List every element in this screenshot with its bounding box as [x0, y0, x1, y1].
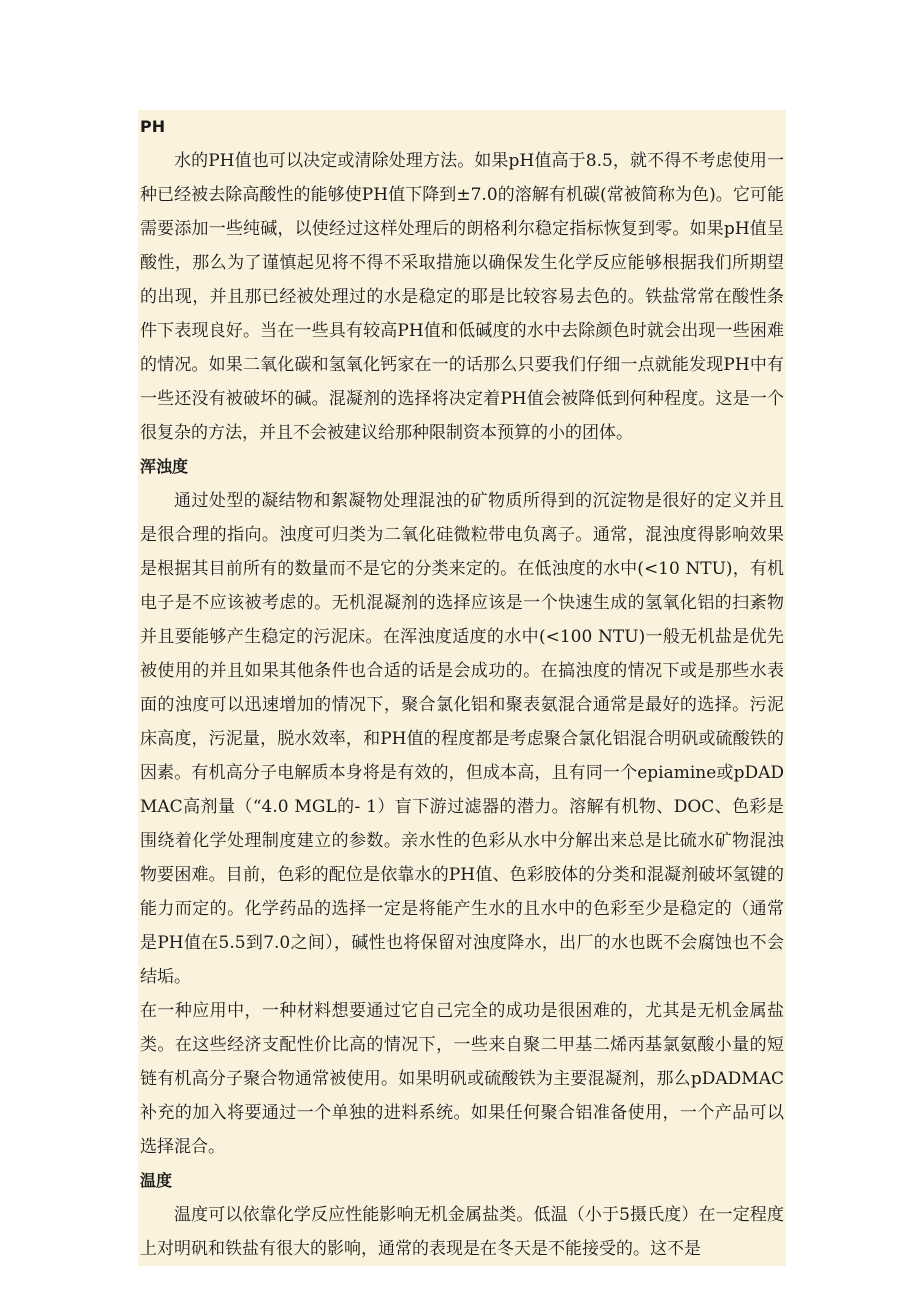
section-heading-temperature: 温度 — [138, 1164, 786, 1198]
paragraph-turbidity-1: 通过处型的凝结物和絮凝物处理混浊的矿物质所得到的沉淀物是很好的定义并且是很合理的指向。浊度可归类为二氧化硅微粒带电负离子。通常，混浊度得影响效果是根据其目前所有的数量而不是它的分类来定的。在低浊度的水中(<10 NTU)，有机电子是不应该被考虑的。无机混凝剂的选择应该是一个快速生成的氢氧化铝的扫紊物并且要能够产生稳定的污泥床。在浑浊度适度的水中(<100 NTU)一般无机盐是优先被使用的并且如果其他条件也合适的话是会成功的。在搞浊度的情况下或是那些水表面的浊度可以迅速增加的情况下，聚合氯化铝和聚表氨混合通常是最好的选择。污泥床高度，污泥量，脱水效率，和PH值的程度都是考虑聚合氯化铝混合明矾或硫酸铁的因素。有机高分子电解质本身将是有效的，但成本高，且有同一个epiamine或pDADMAC高剂量（“4.0 MGL的- 1）盲下游过滤器的潜力。溶解有机物、DOC、色彩是围绕着化学处理制度建立的参数。亲水性的色彩从水中分解出来总是比硫水矿物混浊物要困难。目前，色彩的配位是依靠水的PH值、色彩胶体的分类和混凝剂破坏氢键的能力而定的。化学药品的选择一定是将能产生水的且水中的色彩至少是稳定的（通常是PH值在5.5到7.0之间），碱性也将保留对浊度降水，出厂的水也既不会腐蚀也不会结垢。 — [138, 484, 786, 994]
document-page — [138, 110, 786, 1266]
section-heading-ph: PH — [138, 110, 786, 144]
section-ph — [138, 110, 786, 450]
section-temperature — [138, 1164, 786, 1266]
paragraph-temperature: 温度可以依靠化学反应性能影响无机金属盐类。低温（小于5摄氏度）在一定程度上对明矾和铁盐有很大的影响，通常的表现是在冬天是不能接受的。这不是 — [138, 1198, 786, 1266]
paragraph-turbidity-2: 在一种应用中，一种材料想要通过它自己完全的成功是很困难的，尤其是无机金属盐类。在这些经济支配性价比高的情况下，一些来自聚二甲基二烯丙基氯氨酸小量的短链有机高分子聚合物通常被使用。如果明矾或硫酸铁为主要混凝剂，那么pDADMAC补充的加入将要通过一个单独的进料系统。如果任何聚合铝准备使用，一个产品可以选择混合。 — [138, 994, 786, 1164]
section-heading-turbidity: 浑浊度 — [138, 450, 786, 484]
section-turbidity — [138, 450, 786, 1164]
paragraph-ph: 水的PH值也可以决定或清除处理方法。如果pH值高于8.5，就不得不考虑使用一种已经被去除高酸性的能够使PH值下降到±7.0的溶解有机碳(常被简称为色)。它可能需要添加一些纯碱，以使经过这样处理后的朗格利尔稳定指标恢复到零。如果pH值呈酸性，那么为了谨慎起见将不得不采取措施以确保发生化学反应能够根据我们所期望的出现，并且那已经被处理过的水是稳定的耶是比较容易去色的。铁盐常常在酸性条件下表现良好。当在一些具有较高PH值和低碱度的水中去除颜色时就会出现一些困难的情况。如果二氧化碳和氢氧化钙家在一的话那么只要我们仔细一点就能发现PH中有一些还没有被破坏的碱。混凝剂的选择将决定着PH值会被降低到何种程度。这是一个很复杂的方法，并且不会被建议给那种限制资本预算的小的团体。 — [138, 144, 786, 450]
